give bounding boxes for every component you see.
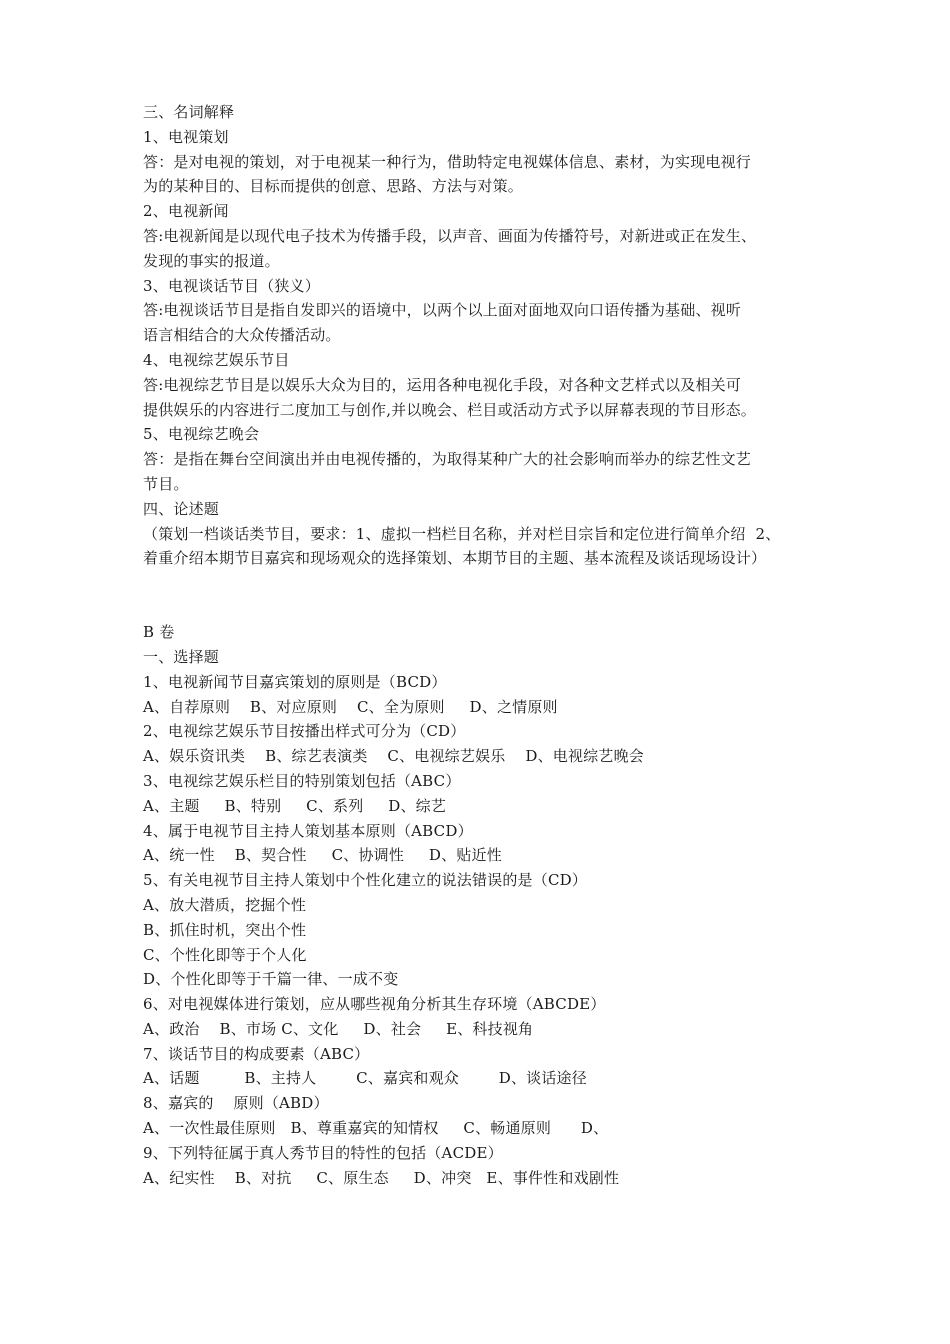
terms-block xyxy=(143,125,830,497)
text-line: B、抓住时机，突出个性 xyxy=(143,920,307,939)
text-line: 5、有关电视节目主持人策划中个性化建立的说法错误的是（CD） xyxy=(143,871,588,890)
text-line: A、政治 B、市场 C、文化 D、社会 E、科技视角 xyxy=(143,1019,534,1038)
text-line: A、统一性 B、契合性 C、协调性 D、贴近性 xyxy=(143,846,502,865)
text-line: 5、电视综艺晚会 xyxy=(143,425,260,444)
text-line: 1、电视新闻节目嘉宾策划的原则是（BCD） xyxy=(143,672,447,691)
text-line: 9、下列特征属于真人秀节目的特性的包括（ACDE） xyxy=(143,1143,503,1162)
text-line: （策划一档谈话类节目，要求：1、虚拟一档栏目名称，并对栏目宗旨和定位进行简单介绍 2、 xyxy=(143,524,781,543)
text-line: 2、电视综艺娱乐节目按播出样式可分为（CD） xyxy=(143,722,466,741)
text-line: 7、谈话节目的构成要素（ABC） xyxy=(143,1044,370,1063)
text-line: A、一次性最佳原则 B、尊重嘉宾的知情权 C、畅通原则 D、 xyxy=(143,1119,609,1138)
text-line: A、纪实性 B、对抗 C、原生态 D、冲突 E、事件性和戏剧性 xyxy=(143,1168,620,1187)
section-heading-choice: 一、选择题 xyxy=(143,647,220,666)
text-line: C、个性化即等于个人化 xyxy=(143,945,307,964)
choice-block xyxy=(143,670,830,1191)
text-line: 提供娱乐的内容进行二度加工与创作,并以晚会、栏目或活动方式予以屏幕表现的节目形态。 xyxy=(143,400,756,419)
text-line: 答:电视综艺节目是以娱乐大众为目的，运用各种电视化手段，对各种文艺样式以及相关可 xyxy=(143,375,742,394)
text-line: A、放大潜质，挖掘个性 xyxy=(143,895,307,914)
text-line: A、自荐原则 B、对应原则 C、全为原则 D、之情原则 xyxy=(143,697,558,716)
text-line: D、个性化即等于千篇一律、一成不变 xyxy=(143,970,399,989)
text-line: 语言相结合的大众传播活动。 xyxy=(143,326,341,345)
text-line: 6、对电视媒体进行策划，应从哪些视角分析其生存环境（ABCDE） xyxy=(143,995,606,1014)
text-line: 3、电视综艺娱乐栏目的特别策划包括（ABC） xyxy=(143,771,461,790)
text-line: 发现的事实的报道。 xyxy=(143,251,280,270)
text-line: 4、电视综艺娱乐节目 xyxy=(143,350,290,369)
text-line: 答:电视新闻是以现代电子技术为传播手段，以声音、画面为传播符号，对新进或正在发生、 xyxy=(143,226,757,245)
text-line: 答：是对电视的策划，对于电视某一种行为，借助特定电视媒体信息、素材，为实现电视行 xyxy=(143,152,752,171)
paper-b-title: B 卷 xyxy=(143,623,175,642)
section-gap xyxy=(143,571,830,620)
text-line: 4、属于电视节目主持人策划基本原则（ABCD） xyxy=(143,821,473,840)
text-line: 节目。 xyxy=(143,474,189,493)
section-heading-terms: 三、名词解释 xyxy=(143,103,235,121)
essay-block xyxy=(143,522,830,572)
text-line: 答：是指在舞台空间演出并由电视传播的，为取得某种广大的社会影响而举办的综艺性文艺 xyxy=(143,450,752,469)
section-heading-essay: 四、论述题 xyxy=(143,499,220,518)
text-line: A、话题 B、主持人 C、嘉宾和观众 D、谈话途径 xyxy=(143,1069,587,1088)
text-line: 2、电视新闻 xyxy=(143,202,229,221)
text-line: 8、嘉宾的 原则（ABD） xyxy=(143,1094,329,1113)
text-line: 着重介绍本期节目嘉宾和现场观众的选择策划、本期节目的主题、基本流程及谈话现场设计） xyxy=(143,549,767,568)
text-line: 答:电视谈话节目是指自发即兴的语境中，以两个以上面对面地双向口语传播为基础、视听 xyxy=(143,301,742,320)
text-line: A、主题 B、特别 C、系列 D、综艺 xyxy=(143,796,447,815)
text-line: A、娱乐资讯类 B、综艺表演类 C、电视综艺娱乐 D、电视综艺晚会 xyxy=(143,747,644,766)
text-line: 1、电视策划 xyxy=(143,127,229,146)
text-line: 为的某种目的、目标而提供的创意、思路、方法与对策。 xyxy=(143,177,524,196)
text-line: 3、电视谈话节目（狭义） xyxy=(143,276,320,295)
